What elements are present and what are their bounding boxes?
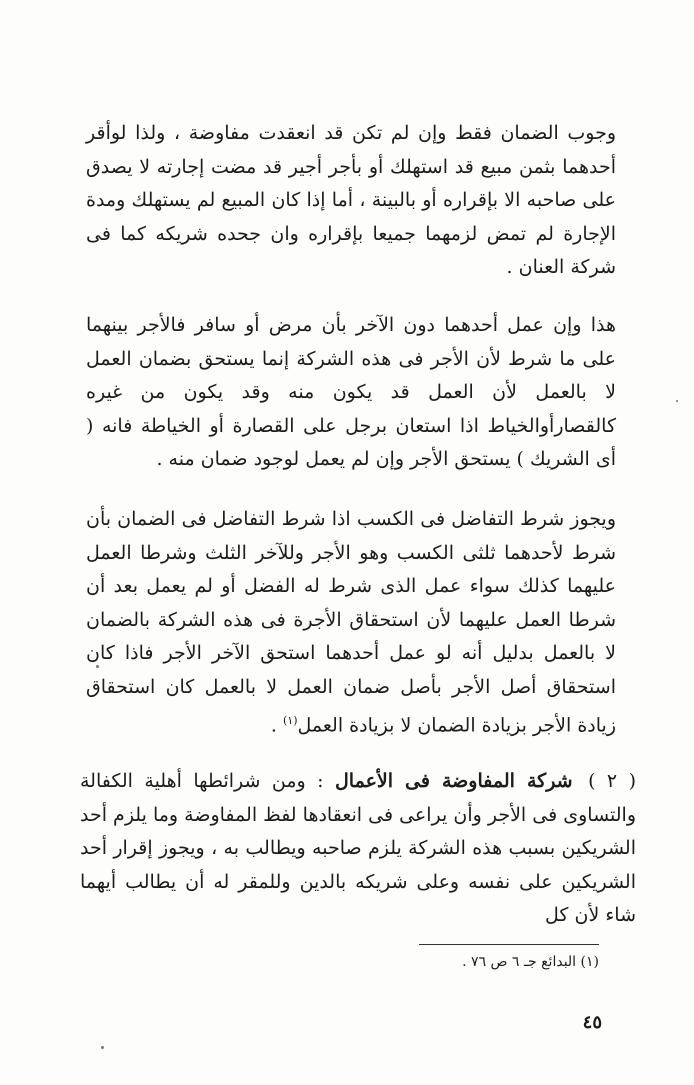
paragraph-1-text: وجوب الضمان فقط وإن لم تكن قد انعقدت مفاوضة ، ولذا لوأقر أحدهما بثمن مبيع قد استهلك أو بأجر أجير قد مضت إجارته لا يصدق على صاحبه الا بإقراره أو بالبينة ، أما إذا كان المبيع لم يستهلك ومدة الإجارة لم تمض لزمهما جميعا بإقراره وان جحده شريكه كما فى شركة العنان .: [86, 122, 616, 278]
footnote-divider: [419, 944, 599, 945]
scan-speck: [96, 665, 99, 668]
section-text: ومن شرائطها أهلية الكفالة والتساوى فى الأجر وأن يراعى فى انعقادها لفظ المفاوضة وما يلزم أحد الشريكين بسبب هذه الشركة يلزم صاحبه ويطالب به ، ويجوز إقرار أحد الشريكين على نفسه وعلى شريكه بالدين وللمقر له أن يطالب أيهما شاء لأن كل: [80, 770, 636, 926]
section-separator: :: [305, 770, 335, 792]
paragraph-2-text: هذا وإن عمل أحدهما دون الآخر بأن مرض أو سافر فالأجر بينهما على ما شرط لأن الأجر فى هذه الشركة إنما يستحق بضمان العمل لا بالعمل لأن العمل قد يكون منه وقد يكون من غيره كالقصارأوالخياط اذا استعان برجل على القصارة أو الخياطة فانه ( أى الشريك ) يستحق الأجر وإن لم يعمل لوجود ضمان منه .: [86, 314, 616, 470]
paragraph-3: [86, 503, 616, 743]
paragraph-3-text: ويجوز شرط التفاضل فى الكسب اذا شرط التفاضل فى الضمان بأن شرط لأحدهما ثلثى الكسب وهو الأجر وللآخر الثلث وشرطا العمل عليهما كذلك سواء عمل الذى شرط له الفضل أو لم يعمل بعد أن شرطا العمل عليهما لأن استحقاق الأجرة فى هذه الشركة بالضمان لا بالعمل بدليل أنه لو عمل أحدهما استحق الآخر الأجر فاذا كان استحقاق أصل الأجر بأصل ضمان العمل لا بالعمل كان استحقاق زيادة الأجر بزيادة الضمان لا بزيادة العمل: [86, 508, 616, 737]
scan-speck: [101, 1046, 104, 1049]
section-number: ( ٢ ): [588, 770, 636, 792]
section-2-paragraph: [80, 765, 636, 933]
scan-speck: [676, 400, 678, 402]
page-number: ٤٥: [582, 1012, 602, 1033]
footnote: [199, 951, 599, 973]
paragraph-1: [86, 117, 616, 285]
footnote-text: (١) البدائع جـ ٦ ص ٧٦ .: [462, 954, 599, 970]
section-heading: شركة المفاوضة فى الأعمال: [335, 770, 573, 792]
paragraph-3-tail: .: [270, 714, 283, 737]
footnote-reference: (١): [282, 714, 298, 727]
paragraph-2: [86, 309, 616, 477]
